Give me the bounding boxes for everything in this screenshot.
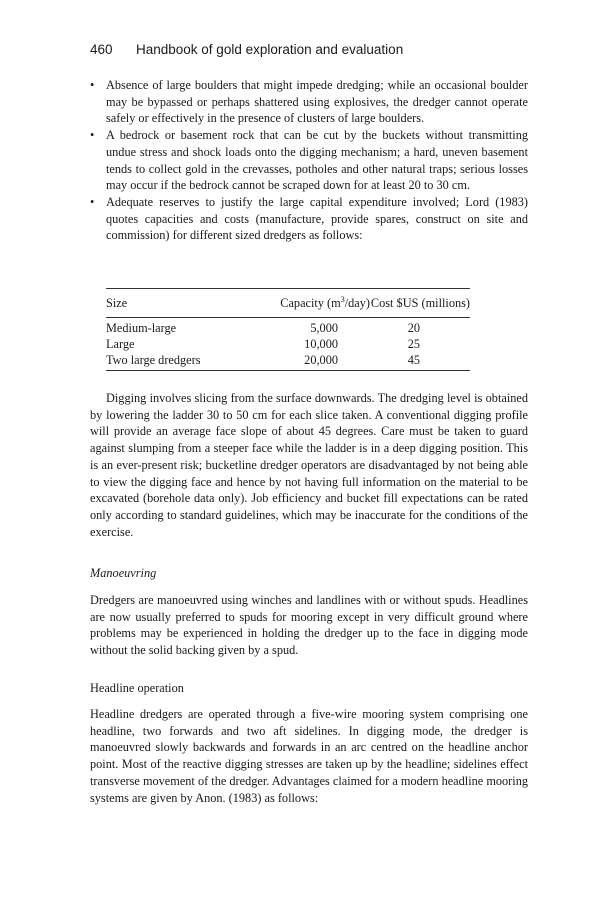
cell-capacity: 20,000 (304, 353, 338, 367)
bullet-icon: • (90, 194, 95, 209)
table-row (106, 353, 470, 371)
section-heading-manoeuvring: Manoeuvring (90, 566, 157, 580)
cell-cost: 20 (407, 321, 420, 335)
bullet-list (90, 77, 528, 244)
dredger-cost-table (106, 288, 470, 371)
bullet-text: A bedrock or basement rock that can be cut by the buckets without transmitting undue stress and shock loads onto the digging mechanism; a hard, uneven basement tends to collect gold in the crevasses, potholes and other natural traps; serious losses may occur if the bedrock cannot be scraped down for at least 20 to 30 cm. (106, 128, 528, 193)
manoeuvring-paragraph: Dredgers are manoeuvred using winches and landlines with or without spuds. Headlines are now usually preferred to spuds for mooring except in very difficult ground where problems may be experienced in holding the dredger up to the face in digging mode without the solid backing given by a spud. (90, 593, 528, 658)
section-heading-headline-operation: Headline operation (90, 681, 184, 695)
bullet-icon: • (90, 128, 95, 143)
page-number: 460 (90, 42, 113, 57)
cell-cost: 45 (407, 353, 420, 367)
headline-operation-paragraph: Headline dredgers are operated through a five-wire mooring system comprising one headline, two forwards and two aft sidelines. In digging mode, the dredger is manoeuvred slowly backwards and forwards in an arc centred on the headline anchor point. Most of the reactive digging stresses are taken up by the headline; sidelines effect transverse movement of the dredger. Advantages claimed for a modern headline mooring systems are given by Anon. (1983) as follows: (90, 707, 528, 805)
cell-cost: 25 (407, 337, 420, 351)
header-size: Size (106, 295, 128, 310)
bullet-text: Absence of large boulders that might impede dredging; while an occasional boulder may be bypassed or perhaps shattered using explosives, the dredger cannot operate safely or effectively in the presence of clusters of large boulders. (106, 78, 528, 126)
cell-capacity: 5,000 (310, 321, 338, 335)
list-item (90, 127, 528, 194)
bullet-text: Adequate reserves to justify the large capital expenditure involved; Lord (1983) quotes capacities and costs (manufacture, provide spares, construct on site and commission) for different sized dredgers as follows: (106, 194, 528, 243)
cell-capacity: 10,000 (304, 337, 338, 351)
header-cost: Cost $US (millions) (370, 295, 470, 310)
cell-size: Large (106, 337, 135, 351)
table-row (106, 318, 470, 337)
table-row (106, 336, 470, 353)
bullet-icon: • (90, 78, 95, 92)
running-head (90, 42, 403, 57)
book-title: Handbook of gold exploration and evaluation (136, 42, 404, 57)
list-item (90, 77, 528, 127)
list-item (90, 194, 528, 244)
cell-size: Two large dredgers (106, 353, 201, 367)
digging-paragraph: Digging involves slicing from the surface downwards. The dredging level is obtained by lowering the ladder 30 to 50 cm for each slice taken. A conventional digging profile will provide an average face slope of about 45 degrees. Care must be taken to guard against slumping from a steeper face while the ladder is in a deep digging position. This is an ever-present risk; bucketline dredger operators are disadvantaged by not being able to view the digging face and hence by not having full information on the material to be excavated (borehole data only). Job efficiency and bucket fill expectations can be rated only according to standard guidelines, which may be inaccurate for the conditions of the exercise. (90, 391, 528, 539)
table-header-row (106, 289, 470, 318)
cell-size: Medium-large (106, 321, 177, 335)
header-capacity: Capacity $(m^3/day)$ (280, 294, 370, 310)
